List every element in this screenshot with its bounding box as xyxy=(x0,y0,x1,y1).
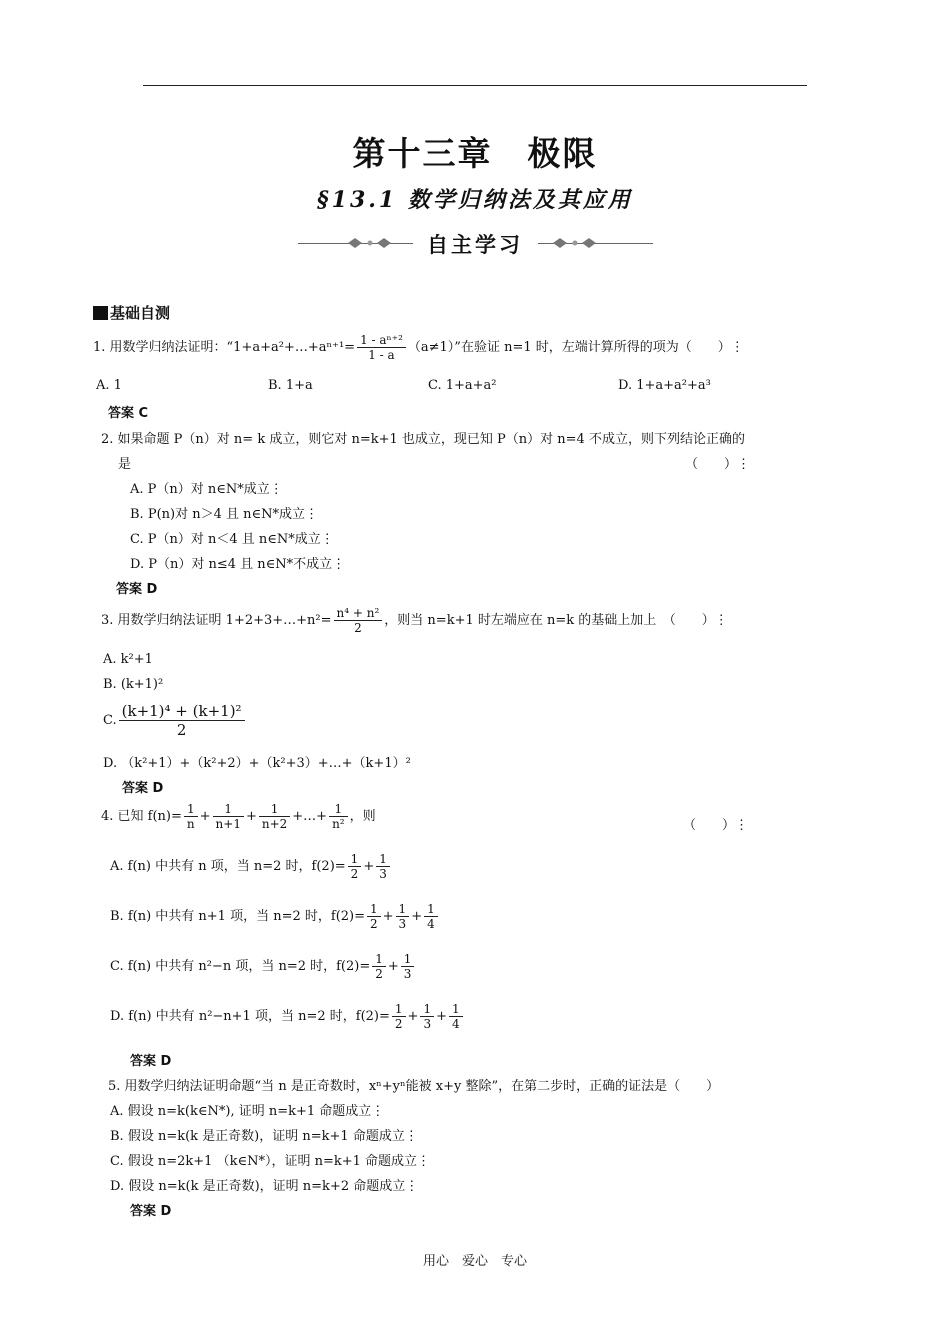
q4-term-1: $\frac{1}{n}$ xyxy=(184,802,198,831)
q2-option-c: C. P（n）对 n＜4 且 n∈N*成立⋮ xyxy=(130,532,334,547)
q2-option-b: B. P(n)对 n＞4 且 n∈N*成立⋮ xyxy=(130,507,318,522)
q3-fraction: $\frac{\text{n⁴ + n²}}{2}$ xyxy=(334,606,383,635)
q4-answer: 答案 D xyxy=(130,1054,172,1069)
q5-option-c: C. 假设 n=2k+1 （k∈N*），证明 n=k+1 命题成立⋮ xyxy=(110,1154,431,1169)
q1-option-b: B. 1+a xyxy=(268,378,313,393)
chapter-title: 第十三章 极限 xyxy=(352,134,598,173)
q5-answer: 答案 D xyxy=(130,1204,172,1219)
heading-box-icon xyxy=(93,306,108,320)
page-footer: 用心 爱心 专心 xyxy=(422,1254,527,1269)
question-1: 1. 用数学归纳法证明：“1+a+a²+…+aⁿ⁺¹= $\frac{\text{1 - aⁿ⁺²}}{1 - a}$ （a≠1）”在验证 n=1 时，左端计算所得的项为（ ）⋮ xyxy=(93,333,744,362)
q3-option-b: B. (k+1)² xyxy=(103,677,164,692)
q3-option-a: A. k²+1 xyxy=(103,652,153,667)
q4-option-c: C. f(n) 中共有 n²−n 项，当 n=2 时，f(2)= $\frac{1}{2}$ + $\frac{1}{3}$ xyxy=(110,952,416,981)
q4-paren: （ ）⋮ xyxy=(683,818,749,833)
q4-term-3: $\frac{1}{n+2}$ xyxy=(259,802,290,831)
q2-option-a: A. P（n）对 n∈N*成立⋮ xyxy=(130,482,283,497)
question-3: 3. 用数学归纳法证明 1+2+3+…+n²= $\frac{\text{n⁴ + n²}}{2}$ ，则当 n=k+1 时左端应在 n=k 的基础上加上 （ ）⋮ xyxy=(101,606,728,635)
section-title: §13.1 数学归纳法及其应用 xyxy=(317,187,633,213)
q1-option-d: D. 1+a+a²+a³ xyxy=(618,378,711,393)
q3-option-d: D. （k²+1）+（k²+2）+（k²+3）+…+（k+1）² xyxy=(103,756,411,771)
question-2: 2. 如果命题 P（n）对 n= k 成立，则它对 n=k+1 也成立，现已知 P（n）对 n=4 不成立，则下列结论正确的 xyxy=(101,432,745,447)
header-rule xyxy=(143,85,807,86)
q1-fraction: $\frac{\text{1 - aⁿ⁺²}}{1 - a}$ xyxy=(357,333,406,362)
q1-option-a: A. 1 xyxy=(96,378,122,393)
question-2-cont: 是 xyxy=(118,457,132,472)
q1-option-c: C. 1+a+a² xyxy=(428,378,497,393)
q1-answer: 答案 C xyxy=(108,406,149,421)
question-4: 4. 已知 f(n)= $\frac{1}{n}$ + $\frac{1}{n+1}$ + $\frac{1}{n+2}$ +…+ $\frac{1}{\text{n²}}$ ，则 xyxy=(101,802,376,831)
q4-term-4: $\frac{1}{\text{n²}}$ xyxy=(329,802,348,831)
q2-paren: （ ）⋮ xyxy=(685,457,751,472)
q5-option-d: D. 假设 n=k(k 是正奇数)，证明 n=k+2 命题成立⋮ xyxy=(110,1179,419,1194)
section-heading: 基础自测 xyxy=(93,302,170,323)
q4-option-a: A. f(n) 中共有 n 项，当 n=2 时，f(2)= $\frac{1}{2}$ + $\frac{1}{3}$ xyxy=(110,852,392,881)
q4-term-2: $\frac{1}{n+1}$ xyxy=(213,802,244,831)
q5-option-b: B. 假设 n=k(k 是正奇数)，证明 n=k+1 命题成立⋮ xyxy=(110,1129,418,1144)
question-5: 5. 用数学归纳法证明命题“当 n 是正奇数时，xⁿ+yⁿ能被 x+y 整除”，在第二步时，正确的证法是（ ） xyxy=(108,1079,720,1094)
q3-option-c: C. $\frac{\text{(k+1)⁴ + (k+1)²}}{2}$ xyxy=(103,702,247,739)
q2-option-d: D. P（n）对 n≤4 且 n∈N*不成立⋮ xyxy=(130,557,346,572)
banner-title: 自主学习 xyxy=(427,233,523,257)
q5-option-a: A. 假设 n=k(k∈N*), 证明 n=k+1 命题成立⋮ xyxy=(110,1104,385,1119)
q3-answer: 答案 D xyxy=(122,781,164,796)
q4-option-d: D. f(n) 中共有 n²−n+1 项，当 n=2 时，f(2)= $\frac{1}{2}$ + $\frac{1}{3}$ + $\frac{1}{4}$ xyxy=(110,1002,465,1031)
q3-optc-fraction: $\frac{\text{(k+1)⁴ + (k+1)²}}{2}$ xyxy=(119,702,245,739)
q2-answer: 答案 D xyxy=(116,582,158,597)
q4-option-b: B. f(n) 中共有 n+1 项，当 n=2 时，f(2)= $\frac{1}{2}$ + $\frac{1}{3}$ + $\frac{1}{4}$ xyxy=(110,902,440,931)
